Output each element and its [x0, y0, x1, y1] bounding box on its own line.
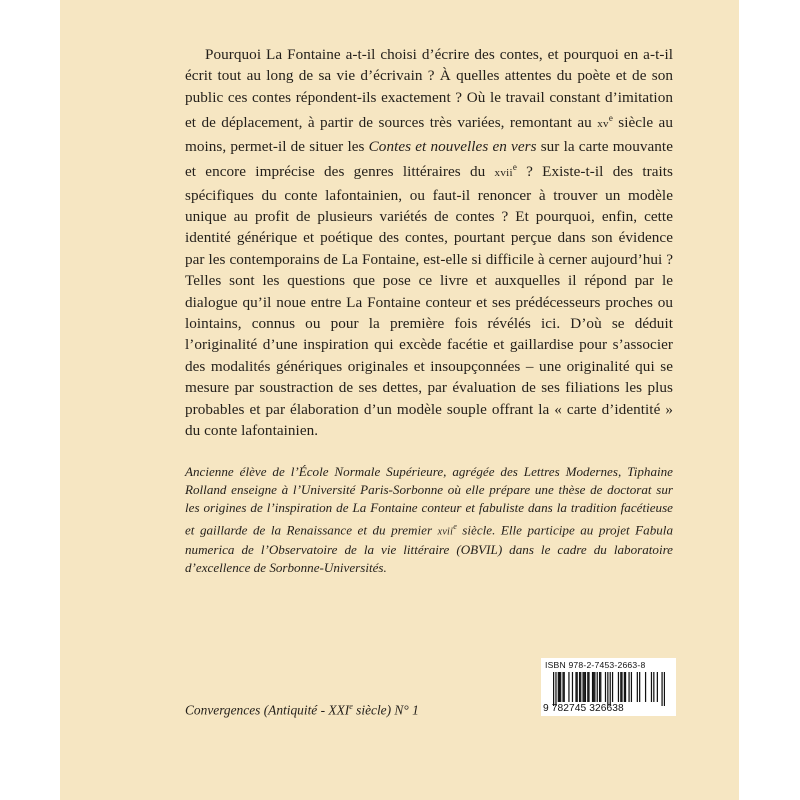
blurb-text-part-1: Pourquoi La Fontaine a-t-il choisi d’écrire des contes, et pourquoi en a-t-il écrit tout au long de sa vie d’écrivain ? À quelles attentes du poète et de son public ces contes répondent-ils exactement ? Où le travail constant d’imitation et de déplacement, à partir de sources très variées, remontant au [185, 46, 673, 132]
barcode-bar [553, 672, 554, 706]
barcode-bar [657, 672, 658, 702]
superscript-e: e [349, 702, 353, 711]
barcode-bar [599, 672, 600, 702]
barcode-bar [582, 672, 583, 702]
blurb-text-part-3: sur la carte mouvante et encore imprécise des genres littéraires du [185, 137, 673, 181]
barcode-bar [560, 672, 561, 702]
superscript-e: e [608, 113, 613, 124]
author-bio-paragraph [185, 463, 673, 578]
barcode-bar [588, 672, 589, 702]
barcode-bar [585, 672, 586, 702]
barcode-bar [624, 672, 625, 702]
blurb-text [185, 44, 673, 441]
barcode-bar [594, 672, 595, 702]
barcode-bar [575, 672, 576, 702]
barcode-bar [621, 672, 622, 702]
barcode-bar [607, 672, 608, 706]
collection-prefix: Convergences (Antiquité - XXI [185, 702, 350, 718]
barcode-bar [593, 672, 594, 702]
barcode-bar [645, 672, 646, 702]
barcode-bar [625, 672, 626, 702]
blurb-text-part-4: ? Existe-t-il des traits spécifiques du conte lafontainien, ou faut-il renoncer à trouver un modèle unique au profit de plusieurs variétés de contes ? Et pourquoi, enfin, cette identité générique et poétique des contes, pourtant perçue dans son évidence par les contemporains de La Fontaine, est-elle si difficile à cerner aujourd’hui ? Telles sont les questions que pose ce livre et auxquelles il répond par le dialogue qu’il noue entre La Fontaine conteur et ses prédécesseurs proches ou lointains, connus ou pour la première fois révélés ici. D’où se déduit l’originalité d’une inspiration qui excède facétie et gaillardise pour s’associer des modalités génériques originales et insoupçonnées – une originalité qui se mesure par soustraction de ses dettes, par évaluation de ses filiations les plus probables et par élaboration d’un modèle souple offrant la « carte d’identité » du conte lafontainien. [185, 163, 673, 440]
author-bio-part-1: Ancienne élève de l’École Normale Supérieure, agrégée des Lettres Modernes, Tiphaine Rolland enseigne à l’Université Paris-Sorbonne où elle prépare une thèse de doctorat sur les origines de l’inspiration de La Fontaine conteur et fabuliste dans la tradition facétieuse et gaillarde de la Renaissance et du premier [185, 464, 673, 537]
barcode-bar [580, 672, 581, 702]
barcode-bar [661, 672, 662, 706]
back-cover [60, 0, 739, 800]
century-seventeen: xvii [494, 167, 513, 180]
barcode-bar [597, 672, 598, 702]
barcode-bar [637, 672, 638, 702]
barcode-bar [639, 672, 640, 702]
barcode-bar [579, 672, 580, 702]
barcode-bar [559, 672, 560, 702]
barcode-bar [568, 672, 569, 702]
barcode-bar [572, 672, 573, 702]
barcode-bar [631, 672, 632, 702]
barcode-bar [592, 672, 593, 702]
isbn-label: ISBN 978-2-7453-2663-8 [545, 660, 646, 670]
book-title-italic: Contes et nouvelles en vers [368, 137, 537, 155]
barcode-bar [564, 672, 565, 702]
century-seventeen: xvii [437, 525, 454, 537]
barcode-bar [562, 672, 563, 702]
barcode-bar [584, 672, 585, 702]
isbn-barcode [541, 658, 676, 716]
superscript-e: e [512, 162, 517, 173]
century-fifteen: xv [597, 118, 609, 131]
barcode-bar [620, 672, 621, 702]
barcode-bar [610, 672, 611, 706]
superscript-e: e [453, 521, 457, 531]
barcode-bar [612, 672, 613, 702]
collection-suffix: siècle) N° 1 [352, 702, 419, 718]
barcode-bar [651, 672, 652, 702]
barcode-bar [653, 672, 654, 702]
barcode-bar [664, 672, 665, 706]
blurb-paragraph [185, 44, 673, 441]
barcode-bar [577, 672, 578, 702]
collection-series [185, 702, 419, 718]
barcode-bar [555, 672, 556, 706]
barcode-bar [558, 672, 559, 702]
barcode-digits: 9 782745 326638 [543, 703, 624, 714]
barcode-bar [605, 672, 606, 702]
author-bio-part-2: siècle. Elle participe au projet Fabula numerica de l’Observatoire de la vie littéraire (OBVIL) dans le cadre du laboratoire d’excellence de Sorbonne-Universités. [185, 521, 673, 576]
barcode-bar [618, 672, 619, 702]
author-bio [185, 463, 673, 578]
barcode-bar [600, 672, 601, 702]
blurb-text-part-2: siècle au moins, permet-il de situer les [185, 114, 673, 155]
barcode-bar [587, 672, 588, 702]
barcode-bar [628, 672, 629, 702]
